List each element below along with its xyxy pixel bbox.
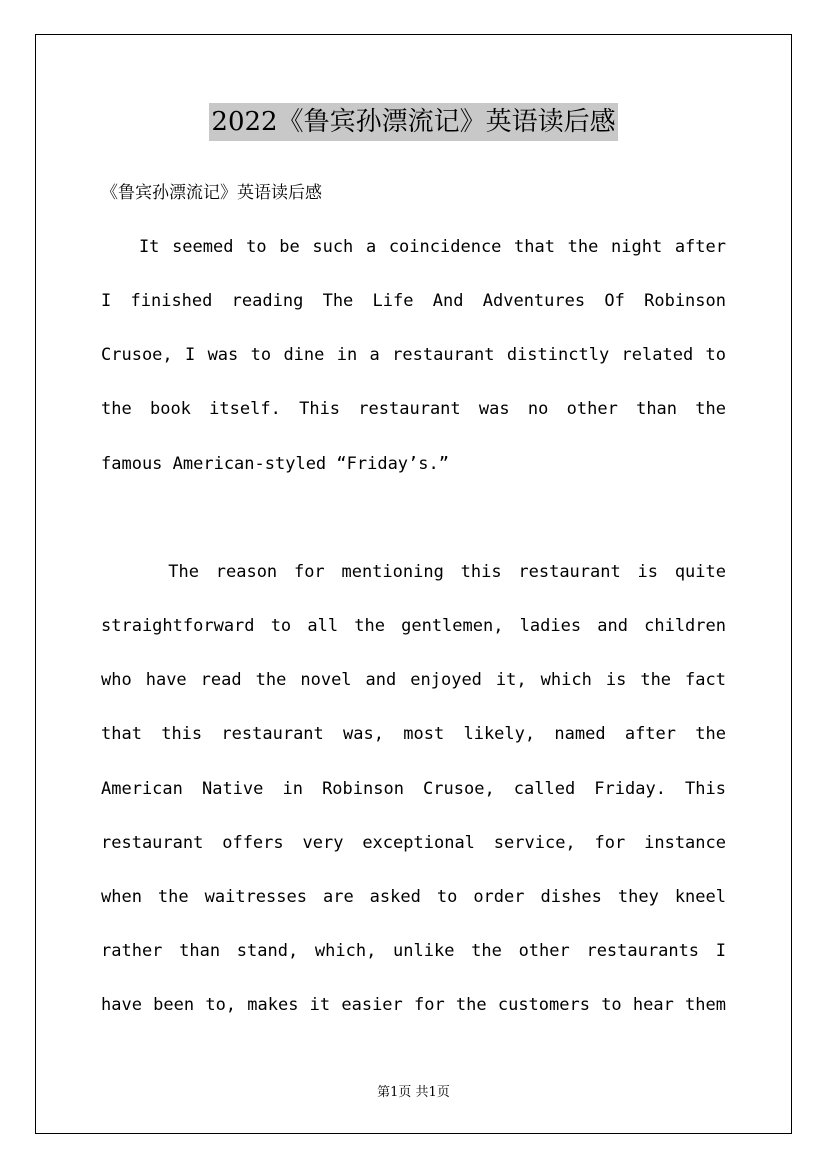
text-line: Crusoe, I was to dine in a restaurant distinctly related to (101, 345, 726, 365)
text-line: restaurant offers very exceptional service, for instance (101, 833, 726, 853)
text-line: that this restaurant was, most likely, named after the (101, 724, 726, 744)
document-title-wrapper (0, 103, 827, 141)
text-line: who have read the novel and enjoyed it, which is the fact (101, 670, 726, 690)
text-line: famous American-styled “Friday’s.” (101, 454, 449, 474)
text-line: the book itself. This restaurant was no other than the (101, 399, 726, 419)
document-subtitle: 《鲁宾孙漂流记》英语读后感 (101, 183, 322, 203)
page-number-footer: 第1页 共1页 (377, 1085, 450, 1100)
text-line: It seemed to be such a coincidence that the night after (101, 237, 726, 257)
document-title: 2022《鲁宾孙漂流记》英语读后感 (209, 103, 617, 141)
text-line: when the waitresses are asked to order dishes they kneel (101, 887, 726, 907)
text-line: straightforward to all the gentlemen, ladies and children (101, 616, 726, 636)
text-line: The reason for mentioning this restaurant is quite (101, 562, 726, 582)
text-line: I finished reading The Life And Adventures Of Robinson (101, 291, 726, 311)
text-line: rather than stand, which, unlike the other restaurants I (101, 941, 726, 961)
text-line: have been to, makes it easier for the customers to hear them (101, 995, 726, 1015)
text-line: American Native in Robinson Crusoe, called Friday. This (101, 779, 726, 799)
